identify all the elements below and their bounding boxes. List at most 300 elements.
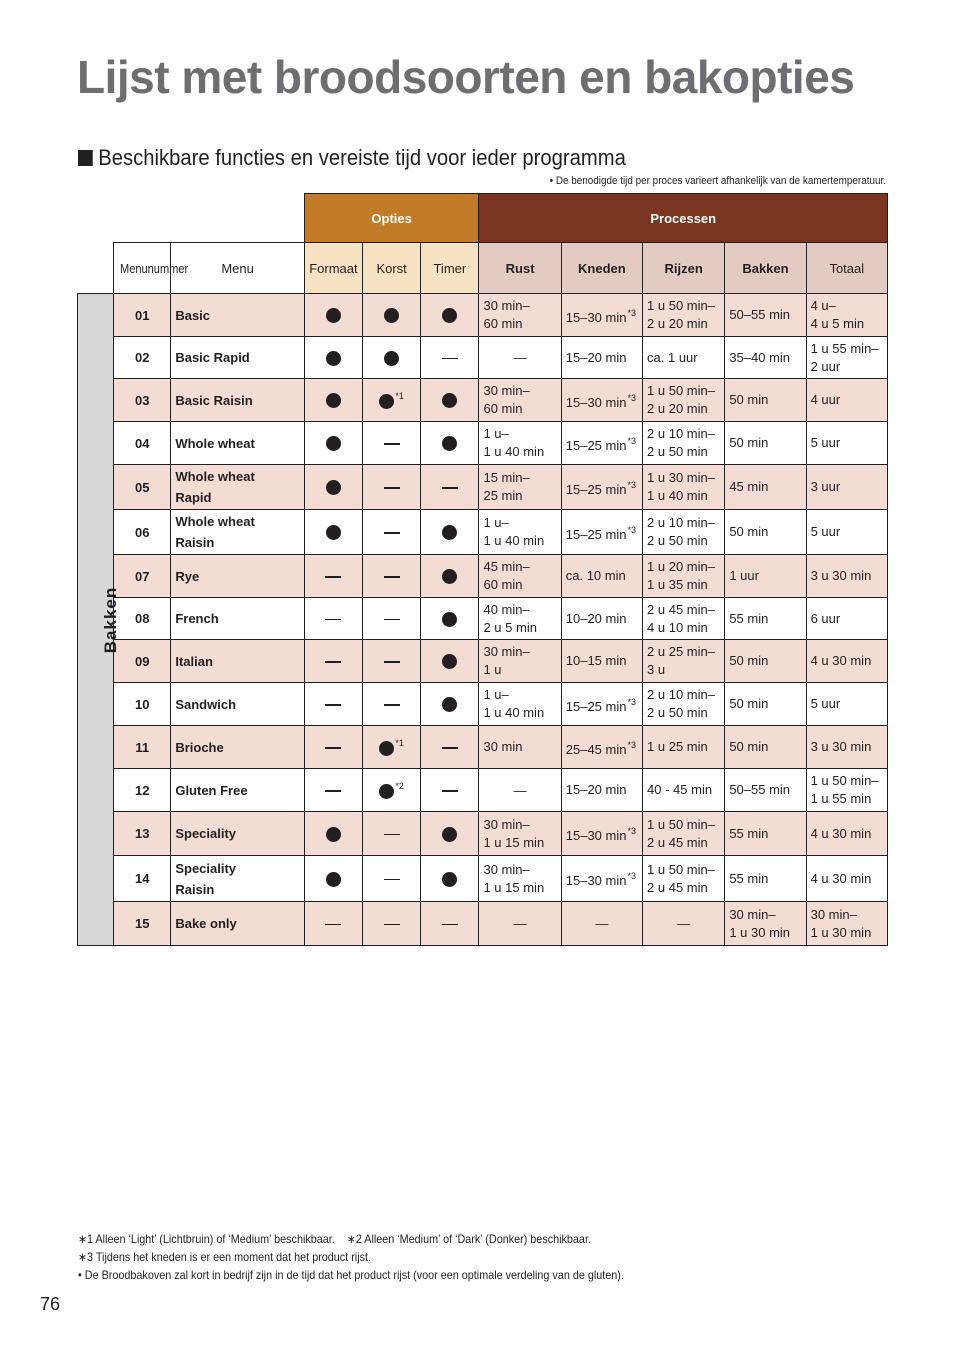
option-korst bbox=[363, 555, 421, 598]
process-rust-value: 15 min– 25 min bbox=[483, 470, 530, 503]
process-totaal-value: 4 u– 4 u 5 min bbox=[810, 298, 865, 331]
filled-circle-icon bbox=[326, 393, 341, 408]
process-bakken-value: 50 min bbox=[729, 653, 769, 668]
process-bakken-value: 50 min bbox=[729, 524, 769, 539]
footnote-1-2 bbox=[78, 1232, 591, 1246]
process-rijzen bbox=[643, 510, 725, 555]
option-timer bbox=[421, 769, 479, 812]
process-kneden bbox=[561, 337, 642, 379]
process-rijzen bbox=[643, 555, 725, 598]
process-rijzen-value: 2 u 25 min– 3 u bbox=[647, 644, 715, 677]
filled-circle-icon bbox=[442, 436, 457, 451]
process-rust: — bbox=[479, 337, 561, 379]
process-rijzen-value: 2 u 45 min– 4 u 10 min bbox=[647, 601, 715, 635]
dash-icon bbox=[384, 704, 400, 706]
process-totaal bbox=[806, 465, 887, 510]
process-bakken-value: 50–55 min bbox=[729, 307, 791, 322]
table-row bbox=[78, 726, 888, 769]
process-rijzen bbox=[643, 294, 725, 337]
process-rijzen-value: 1 u 20 min– 1 u 35 min bbox=[647, 559, 715, 592]
option-korst bbox=[363, 337, 421, 379]
dash-icon bbox=[384, 487, 400, 489]
menu-name: Speciality Raisin bbox=[171, 856, 305, 902]
option-formaat bbox=[304, 902, 362, 946]
square-bullet-icon bbox=[78, 150, 93, 166]
filled-circle-icon bbox=[326, 827, 341, 842]
process-rust bbox=[479, 856, 561, 902]
process-totaal bbox=[806, 726, 887, 769]
process-totaal-value: 30 min– 1 u 30 min bbox=[810, 906, 872, 940]
process-bakken bbox=[725, 812, 806, 856]
page-number: 76 bbox=[40, 1294, 61, 1314]
col-header-rijzen: Rijzen bbox=[643, 243, 725, 294]
dash-icon bbox=[325, 924, 341, 926]
menu-number: 15 bbox=[114, 902, 171, 946]
process-rust bbox=[479, 726, 561, 769]
dash-icon bbox=[384, 661, 400, 663]
process-rust bbox=[479, 555, 561, 598]
option-timer bbox=[421, 640, 479, 683]
process-rijzen bbox=[643, 465, 725, 510]
process-rust: — bbox=[479, 902, 561, 946]
process-rust-value: 30 min– 1 u bbox=[483, 644, 530, 677]
filled-circle-icon bbox=[326, 351, 341, 366]
process-totaal-value: 4 u 30 min bbox=[810, 870, 872, 886]
col-header-timer: Timer bbox=[421, 243, 479, 294]
process-kneden bbox=[561, 598, 642, 640]
process-totaal bbox=[806, 683, 887, 726]
option-formaat bbox=[304, 769, 362, 812]
dash-icon bbox=[325, 619, 341, 621]
option-formaat bbox=[304, 856, 362, 902]
process-rust bbox=[479, 812, 561, 856]
menu-name: Basic Raisin bbox=[171, 379, 305, 422]
process-rijzen bbox=[643, 812, 725, 856]
menu-name: Italian bbox=[171, 640, 305, 683]
process-rust-value: 30 min– 1 u 15 min bbox=[483, 861, 545, 895]
filled-circle-icon bbox=[384, 351, 399, 366]
menu-number: 12 bbox=[114, 769, 171, 812]
menu-name: Rye bbox=[171, 555, 305, 598]
filled-circle-icon bbox=[442, 308, 457, 323]
filled-circle-icon bbox=[379, 741, 394, 756]
process-bakken bbox=[725, 726, 806, 769]
menu-number: 01 bbox=[114, 294, 171, 337]
process-kneden-value: ca. 10 min bbox=[565, 568, 626, 583]
option-formaat bbox=[304, 598, 362, 640]
process-kneden bbox=[561, 294, 642, 337]
process-rust-value: 30 min– 60 min bbox=[483, 383, 530, 416]
dash-icon bbox=[442, 924, 458, 926]
process-rust bbox=[479, 379, 561, 422]
footnote-marker: *3 bbox=[627, 696, 636, 707]
process-rijzen bbox=[643, 683, 725, 726]
footnote-marker: *3 bbox=[627, 435, 636, 446]
footnote-1: ∗1 Alleen ‘Light’ (Lichtbruin) of ‘Medium’ beschikbaar. bbox=[78, 1232, 335, 1246]
process-totaal bbox=[806, 769, 887, 812]
process-totaal bbox=[806, 337, 887, 379]
menu-number: 04 bbox=[114, 422, 171, 465]
process-rust-value: 30 min– 1 u 15 min bbox=[483, 816, 545, 850]
menu-name: French bbox=[171, 598, 305, 640]
process-kneden bbox=[561, 683, 642, 726]
dash-icon bbox=[384, 532, 400, 534]
process-kneden-value: 15–30 min bbox=[565, 873, 627, 888]
process-rijzen-value: 1 u 50 min– 2 u 20 min bbox=[647, 383, 715, 416]
process-rust bbox=[479, 422, 561, 465]
menu-name: Whole wheat Raisin bbox=[171, 510, 305, 555]
process-rust bbox=[479, 683, 561, 726]
process-bakken-value: 50 min bbox=[729, 739, 769, 754]
process-kneden-value: 15–30 min bbox=[565, 309, 627, 325]
col-header-menu: Menu bbox=[171, 243, 305, 294]
process-rijzen-value: 2 u 10 min– 2 u 50 min bbox=[647, 426, 715, 459]
process-rijzen bbox=[643, 337, 725, 379]
process-totaal bbox=[806, 640, 887, 683]
filled-circle-icon bbox=[326, 525, 341, 540]
process-rijzen bbox=[643, 379, 725, 422]
dash-icon bbox=[325, 576, 341, 578]
process-rijzen-value: ca. 1 uur bbox=[647, 349, 698, 365]
option-formaat bbox=[304, 640, 362, 683]
process-rust bbox=[479, 510, 561, 555]
dash-icon bbox=[325, 704, 341, 706]
process-kneden-value: 25–45 min bbox=[565, 741, 627, 757]
table-row bbox=[78, 598, 888, 640]
process-rijzen: — bbox=[643, 902, 725, 946]
filled-circle-icon bbox=[326, 436, 341, 451]
menu-name: Basic bbox=[171, 294, 305, 337]
process-kneden-value: 15–25 min bbox=[565, 481, 627, 497]
table-row bbox=[78, 769, 888, 812]
dash-icon bbox=[384, 834, 400, 836]
process-bakken bbox=[725, 510, 806, 555]
process-kneden-value: 15–30 min bbox=[565, 394, 627, 410]
option-korst bbox=[363, 683, 421, 726]
process-rust-value: 30 min– 60 min bbox=[483, 298, 530, 331]
dash-icon bbox=[384, 879, 400, 881]
process-bakken-value: 55 min bbox=[729, 610, 769, 626]
process-kneden bbox=[561, 510, 642, 555]
process-rijzen-value: 40 - 45 min bbox=[647, 782, 713, 797]
option-formaat bbox=[304, 726, 362, 769]
menu-name: Whole wheat bbox=[171, 422, 305, 465]
option-korst bbox=[363, 379, 421, 422]
table-row bbox=[78, 902, 888, 946]
side-label-bakken bbox=[78, 294, 121, 946]
option-formaat bbox=[304, 337, 362, 379]
process-totaal bbox=[806, 555, 887, 598]
dash-icon bbox=[384, 619, 400, 621]
process-rust bbox=[479, 294, 561, 337]
process-rijzen-value: 1 u 50 min– 2 u 20 min bbox=[647, 298, 715, 331]
option-timer bbox=[421, 422, 479, 465]
menu-name: Gluten Free bbox=[171, 769, 305, 812]
process-bakken-value: 55 min bbox=[729, 825, 769, 841]
menu-number: 13 bbox=[114, 812, 171, 856]
filled-circle-icon bbox=[379, 784, 394, 799]
filled-circle-icon bbox=[384, 308, 399, 323]
dash-icon bbox=[384, 924, 400, 926]
process-rijzen bbox=[643, 598, 725, 640]
table-row bbox=[78, 337, 888, 379]
option-timer bbox=[421, 856, 479, 902]
process-kneden bbox=[561, 856, 642, 902]
option-korst bbox=[363, 769, 421, 812]
process-rust bbox=[479, 640, 561, 683]
process-rust-value: 1 u– 1 u 40 min bbox=[483, 426, 545, 459]
process-totaal bbox=[806, 294, 887, 337]
filled-circle-icon bbox=[442, 525, 457, 540]
header-opties: Opties bbox=[304, 194, 479, 243]
process-bakken-value: 1 uur bbox=[729, 568, 759, 583]
process-rust bbox=[479, 598, 561, 640]
option-timer bbox=[421, 337, 479, 379]
section-heading-text: Beschikbare functies en vereiste tijd voor ieder programma bbox=[98, 145, 626, 170]
process-kneden-value: 10–20 min bbox=[565, 610, 627, 626]
process-bakken-value: 55 min bbox=[729, 870, 769, 886]
process-totaal-value: 1 u 55 min– 2 uur bbox=[810, 340, 879, 374]
process-kneden bbox=[561, 769, 642, 812]
process-rijzen bbox=[643, 422, 725, 465]
filled-circle-icon bbox=[442, 569, 457, 584]
process-kneden-value: 15–25 min bbox=[565, 526, 627, 542]
process-totaal-value: 1 u 50 min– 1 u 55 min bbox=[810, 773, 879, 806]
dash-icon bbox=[384, 576, 400, 578]
process-kneden bbox=[561, 555, 642, 598]
option-formaat bbox=[304, 812, 362, 856]
section-heading bbox=[78, 145, 626, 171]
dash-icon bbox=[384, 443, 400, 445]
process-bakken-value: 50 min bbox=[729, 696, 769, 711]
process-totaal bbox=[806, 598, 887, 640]
option-formaat bbox=[304, 294, 362, 337]
dash-icon bbox=[442, 487, 458, 489]
menu-number: 07 bbox=[114, 555, 171, 598]
option-korst bbox=[363, 856, 421, 902]
process-bakken bbox=[725, 902, 806, 946]
menu-number: 05 bbox=[114, 465, 171, 510]
temperature-note: • De benodigde tijd per proces varieert afhankelijk van de kamertemperatuur. bbox=[549, 175, 886, 187]
table-row bbox=[78, 510, 888, 555]
footnote-2: ∗2 Alleen ‘Medium’ of ‘Dark’ (Donker) beschikbaar. bbox=[346, 1232, 591, 1246]
filled-circle-icon bbox=[326, 480, 341, 495]
process-bakken-value: 35–40 min bbox=[729, 349, 791, 365]
process-bakken bbox=[725, 769, 806, 812]
process-bakken-value: 50–55 min bbox=[729, 782, 791, 797]
filled-circle-icon bbox=[442, 872, 457, 887]
process-kneden-value: 15–20 min bbox=[565, 782, 627, 797]
filled-circle-icon bbox=[442, 393, 457, 408]
process-rust bbox=[479, 465, 561, 510]
footnote-marker: *3 bbox=[627, 307, 636, 318]
filled-circle-icon bbox=[442, 654, 457, 669]
process-totaal bbox=[806, 856, 887, 902]
process-totaal-value: 3 uur bbox=[810, 479, 841, 494]
footnote-marker: *3 bbox=[627, 479, 636, 490]
footnote-marker: *3 bbox=[627, 524, 636, 535]
process-rijzen-value: 1 u 50 min– 2 u 45 min bbox=[647, 861, 715, 895]
table-row bbox=[78, 640, 888, 683]
footnote-marker: *3 bbox=[627, 871, 636, 881]
process-totaal-value: 3 u 30 min bbox=[810, 568, 872, 583]
option-korst bbox=[363, 812, 421, 856]
menu-number: 03 bbox=[114, 379, 171, 422]
menu-name: Sandwich bbox=[171, 683, 305, 726]
option-timer bbox=[421, 683, 479, 726]
table-row bbox=[78, 555, 888, 598]
dash-icon bbox=[442, 747, 458, 749]
process-bakken bbox=[725, 598, 806, 640]
option-korst bbox=[363, 598, 421, 640]
process-bakken-value: 50 min bbox=[729, 435, 769, 450]
col-header-bakken: Bakken bbox=[725, 243, 806, 294]
process-kneden bbox=[561, 812, 642, 856]
dash-icon bbox=[325, 747, 341, 749]
option-korst bbox=[363, 422, 421, 465]
page-title: Lijst met broodsoorten en bakopties bbox=[77, 51, 855, 103]
process-totaal-value: 4 u 30 min bbox=[810, 653, 872, 668]
footnote-3: ∗3 Tijdens het kneden is er een moment dat het product rijst. bbox=[78, 1250, 372, 1264]
process-rijzen-value: 1 u 50 min– 2 u 45 min bbox=[647, 816, 715, 850]
process-bakken-value: 30 min– 1 u 30 min bbox=[729, 906, 791, 940]
option-formaat bbox=[304, 379, 362, 422]
process-rijzen-value: 2 u 10 min– 2 u 50 min bbox=[647, 515, 715, 548]
bread-program-table bbox=[77, 193, 888, 946]
table-row bbox=[78, 294, 888, 337]
filled-circle-icon bbox=[442, 697, 457, 712]
menu-name: Speciality bbox=[171, 812, 305, 856]
process-rust-value: 1 u– 1 u 40 min bbox=[483, 687, 545, 720]
col-header-totaal: Totaal bbox=[806, 243, 887, 294]
process-totaal bbox=[806, 422, 887, 465]
process-kneden bbox=[561, 379, 642, 422]
menu-number: 02 bbox=[114, 337, 171, 379]
table-row bbox=[78, 683, 888, 726]
filled-circle-icon bbox=[442, 827, 457, 842]
process-bakken bbox=[725, 465, 806, 510]
option-formaat bbox=[304, 510, 362, 555]
process-rijzen-value: 1 u 25 min bbox=[647, 739, 708, 754]
option-korst bbox=[363, 510, 421, 555]
option-korst bbox=[363, 726, 421, 769]
header-processen: Processen bbox=[479, 194, 888, 243]
process-rust-value: 1 u– 1 u 40 min bbox=[483, 515, 545, 548]
process-totaal-value: 6 uur bbox=[810, 610, 841, 626]
option-korst bbox=[363, 902, 421, 946]
table-row bbox=[78, 812, 888, 856]
menu-number: 14 bbox=[114, 856, 171, 902]
process-rijzen bbox=[643, 726, 725, 769]
process-bakken bbox=[725, 294, 806, 337]
process-bakken-value: 50 min bbox=[729, 392, 769, 407]
process-rijzen-value: 1 u 30 min– 1 u 40 min bbox=[647, 470, 715, 503]
col-header-menunummer: Menunummer bbox=[114, 243, 171, 294]
process-totaal-value: 3 u 30 min bbox=[810, 739, 872, 754]
option-timer bbox=[421, 465, 479, 510]
footnote-marker: *1 bbox=[395, 390, 404, 401]
menu-name: Whole wheat Rapid bbox=[171, 465, 305, 510]
menu-number: 10 bbox=[114, 683, 171, 726]
process-totaal-value: 5 uur bbox=[810, 524, 841, 539]
option-korst bbox=[363, 294, 421, 337]
process-kneden bbox=[561, 422, 642, 465]
filled-circle-icon bbox=[326, 872, 341, 887]
col-header-kneden: Kneden bbox=[561, 243, 642, 294]
option-korst bbox=[363, 465, 421, 510]
option-formaat bbox=[304, 465, 362, 510]
table-row bbox=[78, 379, 888, 422]
process-kneden-value: 10–15 min bbox=[565, 653, 627, 668]
process-rust-value: 45 min– 60 min bbox=[483, 559, 530, 592]
process-kneden-value: 15–25 min bbox=[565, 698, 627, 714]
option-timer bbox=[421, 812, 479, 856]
process-kneden: — bbox=[561, 902, 642, 946]
process-rust-value: 40 min– 2 u 5 min bbox=[483, 601, 537, 635]
process-totaal-value: 5 uur bbox=[810, 696, 841, 711]
footnote-marker: *1 bbox=[395, 737, 404, 748]
process-kneden bbox=[561, 465, 642, 510]
dash-icon bbox=[325, 790, 341, 792]
table-row bbox=[78, 856, 888, 902]
process-totaal bbox=[806, 812, 887, 856]
col-header-formaat: Formaat bbox=[304, 243, 362, 294]
option-timer bbox=[421, 726, 479, 769]
process-bakken bbox=[725, 683, 806, 726]
dash-icon bbox=[442, 790, 458, 792]
process-kneden bbox=[561, 640, 642, 683]
option-korst bbox=[363, 640, 421, 683]
process-kneden-value: 15–25 min bbox=[565, 437, 627, 453]
dash-icon bbox=[325, 661, 341, 663]
option-timer bbox=[421, 902, 479, 946]
col-header-rust: Rust bbox=[479, 243, 561, 294]
option-timer bbox=[421, 379, 479, 422]
option-timer bbox=[421, 294, 479, 337]
process-bakken bbox=[725, 555, 806, 598]
process-kneden-value: 15–30 min bbox=[565, 828, 627, 843]
menu-name: Brioche bbox=[171, 726, 305, 769]
menu-number: 08 bbox=[114, 598, 171, 640]
process-rust: — bbox=[479, 769, 561, 812]
menu-name: Bake only bbox=[171, 902, 305, 946]
table-row bbox=[78, 422, 888, 465]
menu-number: 09 bbox=[114, 640, 171, 683]
table-body bbox=[78, 294, 888, 946]
process-totaal-value: 5 uur bbox=[810, 435, 841, 450]
menu-number: 11 bbox=[114, 726, 171, 769]
col-header-korst: Korst bbox=[363, 243, 421, 294]
filled-circle-icon bbox=[379, 394, 394, 409]
process-bakken-value: 45 min bbox=[729, 479, 769, 494]
side-label-text: Bakken bbox=[101, 586, 121, 653]
process-totaal-value: 4 uur bbox=[810, 392, 841, 407]
process-totaal bbox=[806, 379, 887, 422]
process-rust-value: 30 min bbox=[483, 739, 523, 754]
process-bakken bbox=[725, 640, 806, 683]
option-timer bbox=[421, 555, 479, 598]
process-rijzen-value: 2 u 10 min– 2 u 50 min bbox=[647, 687, 715, 720]
process-bakken bbox=[725, 422, 806, 465]
menu-number: 06 bbox=[114, 510, 171, 555]
option-formaat bbox=[304, 555, 362, 598]
process-bakken bbox=[725, 379, 806, 422]
process-rijzen bbox=[643, 769, 725, 812]
footnote-marker: *3 bbox=[627, 739, 636, 750]
process-rijzen bbox=[643, 640, 725, 683]
dash-icon bbox=[442, 358, 458, 360]
option-formaat bbox=[304, 683, 362, 726]
